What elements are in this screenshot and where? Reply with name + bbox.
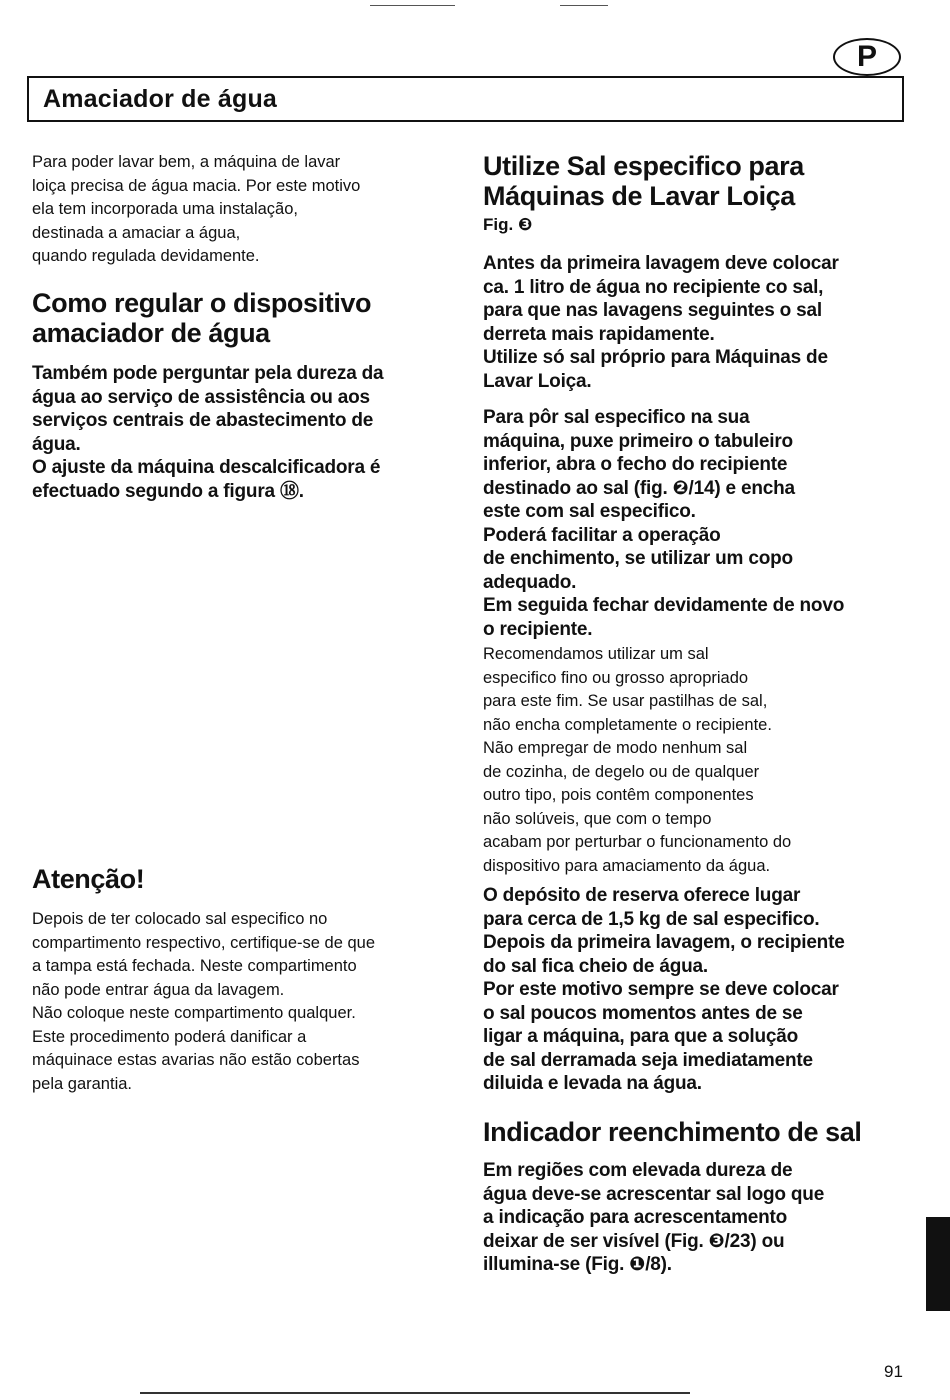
salt-reserve-paragraph bbox=[483, 884, 845, 1096]
text-line: máquina, puxe primeiro o tabuleiro bbox=[483, 430, 793, 452]
salt-heading bbox=[483, 151, 804, 211]
text-line: quando regulada devidamente. bbox=[32, 247, 260, 265]
salt-first-use-paragraph bbox=[483, 252, 839, 393]
text-line: máquinace estas avarias não estão cobertas bbox=[32, 1051, 360, 1069]
text-line: Depois da primeira lavagem, o recipiente bbox=[483, 932, 845, 953]
text-line: especifico fino ou grosso apropriado bbox=[483, 668, 749, 687]
page-edge-tab bbox=[926, 1217, 950, 1311]
text-line: destinado ao sal (fig. ❷/14) e encha bbox=[483, 477, 795, 499]
text-line: loiça precisa de água macia. Por este motivo bbox=[32, 176, 361, 195]
text-line: água ao serviço de assistência ou aos bbox=[32, 386, 370, 408]
text-line: ela tem incorporada uma instalação, bbox=[32, 200, 298, 218]
text-line: O ajuste da máquina descalcificadora é bbox=[32, 457, 381, 478]
text-line: dispositivo para amaciamento da água. bbox=[483, 856, 771, 875]
text-line: não encha completamente o recipiente. bbox=[483, 715, 772, 734]
text-line: Não empregar de modo nenhum sal bbox=[483, 739, 748, 757]
heading-line: Máquinas de Lavar Loiça bbox=[483, 181, 795, 211]
text-line: de enchimento, se utilizar um copo bbox=[483, 548, 793, 569]
text-line: Também pode perguntar pela dureza da bbox=[32, 363, 384, 384]
text-line: para que nas lavagens seguintes o sal bbox=[483, 300, 822, 321]
header-divider bbox=[27, 120, 904, 122]
text-line: inferior, abra o fecho do recipiente bbox=[483, 454, 788, 475]
text-line: de sal derramada seja imediatamente bbox=[483, 1049, 813, 1071]
text-line: O depósito de reserva oferece lugar bbox=[483, 885, 801, 906]
salt-recommendation-paragraph bbox=[483, 643, 791, 878]
text-line: não solúveis, que com o tempo bbox=[483, 809, 712, 828]
text-line: Antes da primeira lavagem deve colocar bbox=[483, 253, 839, 274]
text-line: do sal fica cheio de água. bbox=[483, 955, 708, 977]
text-line: acabam por perturbar o funcionamento do bbox=[483, 833, 792, 851]
text-line: diluida e levada na água. bbox=[483, 1073, 702, 1094]
text-line: compartimento respectivo, certifique-se de que bbox=[32, 933, 376, 952]
text-line: água. bbox=[32, 433, 81, 455]
text-line: água deve-se acrescentar sal logo que bbox=[483, 1183, 825, 1205]
text-line: adequado. bbox=[483, 571, 577, 593]
text-line: este com sal especifico. bbox=[483, 501, 696, 522]
text-line: ca. 1 litro de água no recipiente co sal, bbox=[483, 276, 824, 298]
salt-filling-paragraph bbox=[483, 406, 844, 641]
text-line: para cerca de 1,5 kg de sal especifico. bbox=[483, 908, 820, 930]
text-line: destinada a amaciar a água, bbox=[32, 223, 241, 242]
text-line: efectuado segundo a figura ⑱. bbox=[32, 480, 304, 502]
text-line: Poderá facilitar a operação bbox=[483, 524, 721, 546]
text-line: Em regiões com elevada dureza de bbox=[483, 1160, 793, 1181]
text-line: Para pôr sal especifico na sua bbox=[483, 407, 750, 428]
text-line: Lavar Loiça. bbox=[483, 370, 592, 392]
top-rule-mark bbox=[560, 5, 608, 6]
heading-line: Como regular o dispositivo bbox=[32, 288, 372, 318]
text-line: outro tipo, pois contêm componentes bbox=[483, 786, 754, 804]
text-line: de cozinha, de degelo ou de qualquer bbox=[483, 762, 760, 781]
indicator-paragraph bbox=[483, 1159, 824, 1277]
intro-paragraph bbox=[32, 151, 360, 269]
text-line: ligar a máquina, para que a solução bbox=[483, 1026, 799, 1047]
figure-reference: Fig. ❸ bbox=[483, 215, 533, 234]
regulate-heading bbox=[32, 288, 371, 348]
heading-line: Utilize Sal especifico para bbox=[483, 151, 804, 181]
indicator-heading: Indicador reenchimento de sal bbox=[483, 1117, 862, 1147]
text-line: Para poder lavar bem, a máquina de lavar bbox=[32, 153, 341, 171]
attention-heading: Atenção! bbox=[32, 864, 145, 894]
text-line: a indicação para acrescentamento bbox=[483, 1207, 788, 1228]
text-line: Não coloque neste compartimento qualquer. bbox=[32, 1004, 356, 1022]
section-title: Amaciador de água bbox=[43, 85, 278, 113]
text-line: Este procedimento poderá danificar a bbox=[32, 1027, 307, 1046]
text-line: pela garantia. bbox=[32, 1074, 132, 1093]
text-line: Depois de ter colocado sal especifico no bbox=[32, 910, 328, 928]
text-line: para este fim. Se usar pastilhas de sal, bbox=[483, 692, 768, 710]
attention-paragraph bbox=[32, 908, 375, 1096]
page-number: 91 bbox=[884, 1362, 903, 1381]
text-line: Em seguida fechar devidamente de novo bbox=[483, 595, 845, 616]
text-line: Utilize só sal próprio para Máquinas de bbox=[483, 347, 828, 368]
language-badge: P bbox=[833, 38, 901, 76]
text-line: illumina-se (Fig. ❶/8). bbox=[483, 1254, 672, 1275]
text-line: não pode entrar água da lavagem. bbox=[32, 980, 285, 999]
text-line: Recomendamos utilizar um sal bbox=[483, 645, 709, 663]
text-line: Por este motivo sempre se deve colocar bbox=[483, 979, 839, 1000]
text-line: derreta mais rapidamente. bbox=[483, 323, 715, 345]
heading-line: amaciador de água bbox=[32, 318, 270, 348]
text-line: o recipiente. bbox=[483, 618, 593, 640]
text-line: serviços centrais de abastecimento de bbox=[32, 410, 374, 431]
regulate-paragraph bbox=[32, 362, 383, 503]
text-line: a tampa está fechada. Neste compartimento bbox=[32, 957, 357, 975]
text-line: deixar de ser visível (Fig. ❸/23) ou bbox=[483, 1230, 785, 1252]
bottom-rule bbox=[140, 1392, 690, 1394]
text-line: o sal poucos momentos antes de se bbox=[483, 1002, 803, 1024]
top-rule-mark bbox=[370, 5, 455, 6]
